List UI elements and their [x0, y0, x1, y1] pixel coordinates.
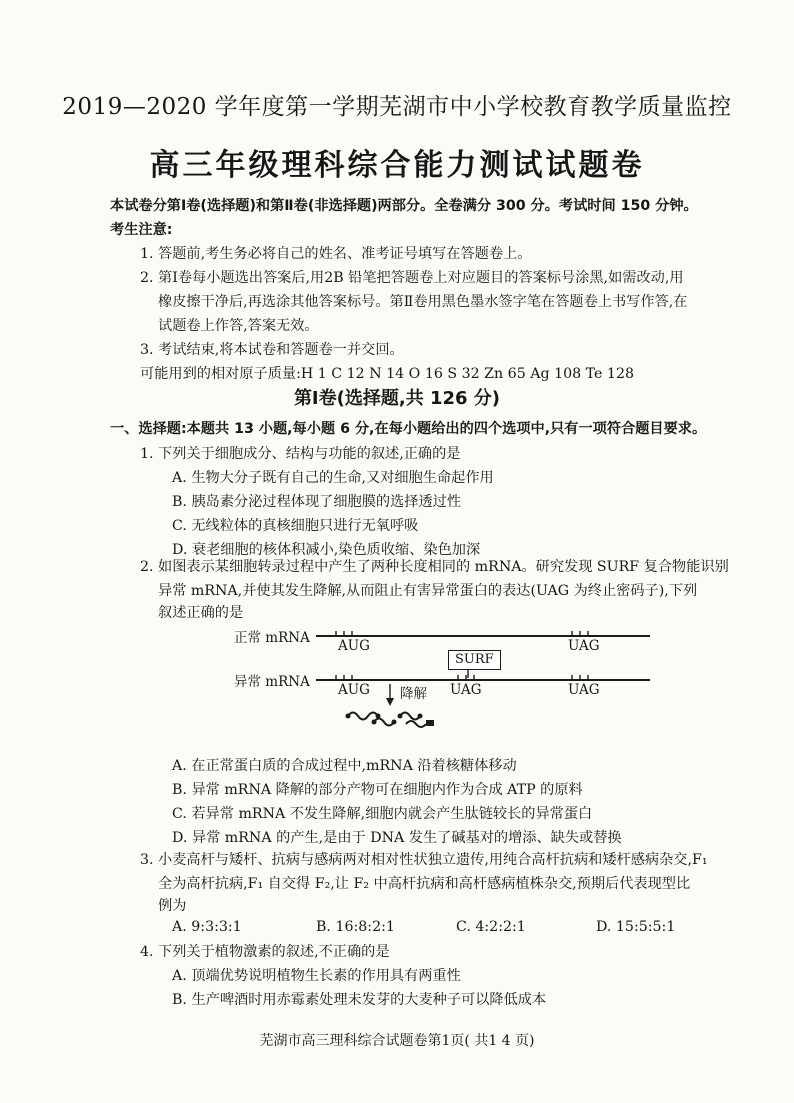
q1-option-a: A. 生物大分子既有自己的生命,又对细胞生命起作用 [172, 470, 494, 486]
q1-stem: 1. 下列关于细胞成分、结构与功能的叙述,正确的是 [140, 446, 461, 462]
mrna-figure [230, 622, 670, 734]
q3-option-c: C. 4:2:2:1 [456, 919, 526, 935]
q3-stem-2: 全为高杆抗病,F₁ 自交得 F₂,让 F₂ 中高杆抗病和高杆感病植株杂交,预期后代表现型比 [158, 876, 691, 892]
q1-option-c: C. 无线粒体的真核细胞只进行无氧呼吸 [172, 518, 419, 534]
abnormal-start-codon: AUG [338, 682, 370, 698]
q4-option-a: A. 顶端优势说明植物生长素的作用具有两重性 [172, 968, 461, 984]
q3-stem-3: 例为 [158, 898, 187, 914]
note-2-cont-1: 橡皮擦干净后,再选涂其他答案标号。第Ⅱ卷用黑色墨水签字笔在答题卷上书写作答,在 [158, 294, 688, 310]
q2-stem-2: 异常 mRNA,并使其发生降解,从而阻止有害异常蛋白的表达(UAG 为终止密码子),下列 [158, 583, 698, 599]
abnormal-mrna-label: 异常 mRNA [234, 674, 310, 690]
q4-stem: 4. 下列关于植物激素的叙述,不正确的是 [140, 944, 390, 960]
q3-options-row [0, 919, 794, 939]
page-footer: 芜湖市高三理科综合试题卷第1页( 共1 4 页) [259, 1033, 535, 1049]
abnormal-stop-codon: UAG [568, 682, 600, 698]
normal-start-codon: AUG [338, 638, 370, 654]
q1-option-d: D. 衰老细胞的核体积减小,染色质收缩、染色加深 [172, 542, 481, 558]
exam-header-title: 2019—2020 学年度第一学期芜湖市中小学校教育教学质量监控 [62, 94, 732, 120]
note-1: 1. 答题前,考生务必将自己的姓名、准考证号填写在答题卷上。 [140, 246, 532, 262]
degraded-fragments [348, 713, 426, 728]
section-instruction: 一、选择题:本题共 13 小题,每小题 6 分,在每小题给出的四个选项中,只有一项符合题目要求。 [110, 421, 707, 437]
q2-option-a: A. 在正常蛋白质的合成过程中,mRNA 沿着核糖体移动 [172, 758, 517, 774]
q2-option-d: D. 异常 mRNA 的产生,是由于 DNA 发生了碱基对的增添、缺失或替换 [172, 830, 622, 846]
codon-ticks [336, 631, 588, 679]
note-3: 3. 考试结束,将本试卷和答题卷一并交回。 [140, 342, 404, 358]
atomic-mass-line: 可能用到的相对原子质量:H 1 C 12 N 14 O 16 S 32 Zn 65 Ag 108 Te 128 [140, 366, 635, 382]
note-2-cont-2: 试题卷上作答,答案无效。 [158, 318, 319, 334]
q4-option-b: B. 生产啤酒时用赤霉素处理未发芽的大麦种子可以降低成本 [172, 992, 547, 1008]
mrna-figure-marks [230, 622, 670, 734]
q3-option-b: B. 16:8:2:1 [316, 919, 395, 935]
surf-complex-box: SURF [448, 650, 501, 670]
q3-option-d: D. 15:5:5:1 [596, 919, 676, 935]
q2-option-c: C. 若异常 mRNA 不发生降解,细胞内就会产生肽链较长的异常蛋白 [172, 806, 593, 822]
q2-stem-1: 2. 如图表示某细胞转录过程中产生了两种长度相同的 mRNA。研究发现 SURF 复合物能识别 [140, 559, 729, 575]
q3-stem-1: 3. 小麦高杆与矮杆、抗病与感病两对相对性状独立遗传,用纯合高杆抗病和矮杆感病杂交,F₁ [140, 852, 708, 868]
note-2: 2. 第Ⅰ卷每小题选出答案后,用2B 铅笔把答题卷上对应题目的答案标号涂黑,如需改动,用 [140, 270, 684, 286]
degrade-label: 降解 [400, 686, 427, 702]
notes-title: 考生注意: [110, 222, 173, 238]
section-title: 第Ⅰ卷(选择题,共 126 分) [293, 388, 501, 409]
normal-stop-codon: UAG [568, 638, 600, 654]
q3-option-a: A. 9:3:3:1 [172, 919, 242, 935]
degrade-arrow [386, 684, 394, 706]
q1-option-b: B. 胰岛素分泌过程体现了细胞膜的选择透过性 [172, 494, 462, 510]
q2-option-b: B. 异常 mRNA 降解的部分产物可在细胞内作为合成 ATP 的原料 [172, 782, 583, 798]
premature-stop-codon: UAG [450, 682, 482, 698]
q2-stem-3: 叙述正确的是 [158, 605, 244, 621]
exam-summary: 本试卷分第Ⅰ卷(选择题)和第Ⅱ卷(非选择题)两部分。全卷满分 300 分。考试时间 150 分钟。 [110, 198, 698, 214]
normal-mrna-label: 正常 mRNA [234, 630, 310, 646]
exam-paper-title: 高三年级理科综合能力测试试题卷 [149, 148, 645, 183]
